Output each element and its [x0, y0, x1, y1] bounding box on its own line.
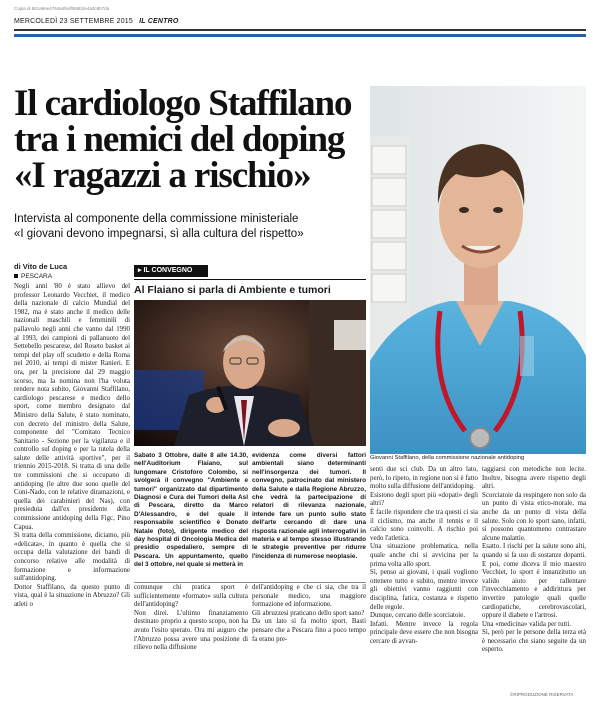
convegno-tag	[134, 265, 208, 277]
headline-line: Il cardiologo Staffilano	[14, 83, 352, 124]
reproduction-notice: ©RIPRODUZIONE RISERVATA	[510, 692, 574, 697]
headline-line: tra i nemici del doping	[14, 119, 345, 160]
convegno-text-2: evidenza come diversi fattori ambientali siano determinanti nell'insorgenza dei tumori. Il convegno, patrocinato dal ministero della Salute e dalla Regione Abruzzo, che vedrà la partecipazione di relatori di rilevanza nazionale, intende fare un punto sullo stato dell'arte cercando di dare una risposta razionale agli interrogativi in materia e al tempo stesso illustrando le strategie preventive per ridurre l'incidenza di numerose neoplasie.	[252, 452, 368, 560]
newspaper-name: IL CENTRO	[139, 18, 179, 25]
subhead-line: «I giovani devono impegnarsi, sì alla cultura del rispetto»	[14, 228, 304, 240]
article-column-4: senti due sci club. Da un altro lato, però, lo ripeto, in regione non si è fatto molto sulla diffusione dell'antidoping. Esistono degli sport più «dopati» degli altri? È facile rispondere che tra questi ci sia il ciclismo, ma anche il tennis e il calcio sono coinvolti. A rischio poi vedo l'atletica. Una situazione problematica, nella quale anche chi si avvicina per la prima volta allo sport. Sì, penso ai giovani, i quali vogliono ottenere tutto e subito, mentre invece gli obiettivi vanno raggiunti con disciplina, fatica, costanza e rispetto delle regole. Dunque, cercano delle scorciatoie. Infatti. Mentre invece la regola principale deve essere che non bisogna cercare di avvan-	[370, 466, 478, 645]
convegno-separator	[134, 582, 366, 583]
issue-date: MERCOLEDÌ 23 SETTEMBRE 2015	[14, 18, 133, 25]
arrow-right-icon: ▸	[138, 267, 144, 274]
square-bullet-icon	[14, 274, 18, 278]
article-column-5: taggiarsi con metodiche non lecite. Inoltre, bisogna avere rispetto degli altri. Scorciatoie da respingere non solo da un punto di vista etico-morale, ma anche da un punto di vista della salute. Solo con lo sport sano, infatti, si possono quantomeno contrastare alcune malattie. Esatto. I rischi per la salute sono alti, quando si fa uso di sostanze dopanti. E poi, come diceva il mio maestro Vecchiet, lo sport è innanzitutto un valido aiuto per rallentare l'invecchiamento e addirittura per invertire patologie quali quelle cardiopatiche, cerebrovascolari, oppure il diabete e l'artrosi. Una «medicina» valida per tutti. Sì, però per le persone della terza età è necessario che siano seguite da un esperto.	[482, 466, 586, 654]
convegno-rule	[134, 279, 366, 280]
subhead-line: Intervista al componente della commissione ministeriale	[14, 213, 299, 225]
subheadline	[14, 212, 374, 242]
article-column-2: comunque chi pratica sport è sufficientemente «formato» sulla cultura dell'antidoping? Non direi. L'ultimo finanziamento destinato proprio a questo scopo, non ha avuto l'esito sperato. Ora mi auguro che l'Abruzzo possa avere una posizione di rilievo nella diffusione	[134, 584, 248, 652]
dateline-place	[14, 273, 52, 280]
staffilano-photo	[370, 86, 586, 454]
speaker-photo	[134, 300, 366, 446]
convegno-tag-label: IL CONVEGNO	[143, 267, 193, 274]
article-column-1: Negli anni '80 è stato allievo del professor Leonardo Vecchiet, il medico della nazionale di calcio Mundial del 1982, ma è stato anche il medico delle nazionali maschili e femminili di pallavolo negli anni che vanno dal 1990 al 1993, dei campioni di pallanuoto del Settebello pescarese, del Roseto basket ai tempi del play off scudetto e della Roma nel 2010, ai tempi di mister Ranieri. E ora, per la precisione dal 29 maggio scorso, ma la nomina non l'ha voluta rendere nota subito, Giovanni Staffilano, cardiologo pescarese e medico dello sport, come membro designato dal Ministro della Salute, è stato nominato, con decreto del ministro della Salute, componente del "Comitato Tecnico Sanitario - Sezione per la vigilanza e il controllo sul doping e per la tutela della salute delle attività sportive", per il triennio 2015-2018. Si tratta di una delle tre commissioni che si occupano di antidoping (le altre due sono quelle del Coni-Nado, con le relative diramazioni, e quella dei carabinieri del Nas), con presieduta dall'ex presidente della commissione antidoping della Figc, Pino Capua. Si tratta della commissione, diciamo, più «delicata», in quanto è quella che si occupa della valutazione dei bandi di concorso relative alle modalità di formazione e informazione sull'antidoping. Dottor Staffilano, da questo punto di vista, qual è la situazione in Abruzzo? Gli atleti o	[14, 283, 130, 608]
headline-line: «I ragazzi a rischio»	[14, 155, 311, 196]
article-column-3: dell'antidoping e che ci sia, che tra il personale medico, una maggiore formazione ed informazione. Gli abruzzesi praticano dello sport sano? Da un lato sì fa molto sport. Basti pensare che a Pescara fino a poco tempo fa erano pre-	[252, 584, 366, 643]
headline	[14, 83, 366, 196]
place-name: PESCARA	[21, 273, 53, 280]
photo-caption: Giovanni Staffilano, della commissione nazionale antidoping	[370, 455, 525, 461]
convegno-title: Al Flaiano si parla di Ambiente e tumori	[134, 284, 331, 296]
convegno-photo	[134, 300, 366, 446]
top-rule	[14, 29, 586, 31]
dateline	[14, 18, 179, 25]
section-bar	[14, 34, 586, 37]
copy-notice: Copia di 881a9ee4764a4fedf066b2e4a3c6b7da	[14, 6, 110, 11]
doctor-portrait	[370, 86, 586, 454]
byline: di Vito de Luca	[14, 262, 68, 271]
convegno-text-1: Sabato 3 Ottobre, dalle 8 alle 14.30, nell'Auditorium Flaiano, sul lungomare Cristoforo Colombo, si svolgerà il convegno "Ambiente e tumori" organizzato dal dipartimento Diagnosi e Cura dei Tumori della Asl di Pescara, diretto da Marco D'Alessandro, e del quale il responsabile scientifico è Donato Natale (foto), dirigente medico del day hospital di Oncologia Medica del presidio ospedaliero, sempre di Pescara. Un appuntamento, quello del 3 ottobre, nel quale si metterà in	[134, 452, 250, 569]
